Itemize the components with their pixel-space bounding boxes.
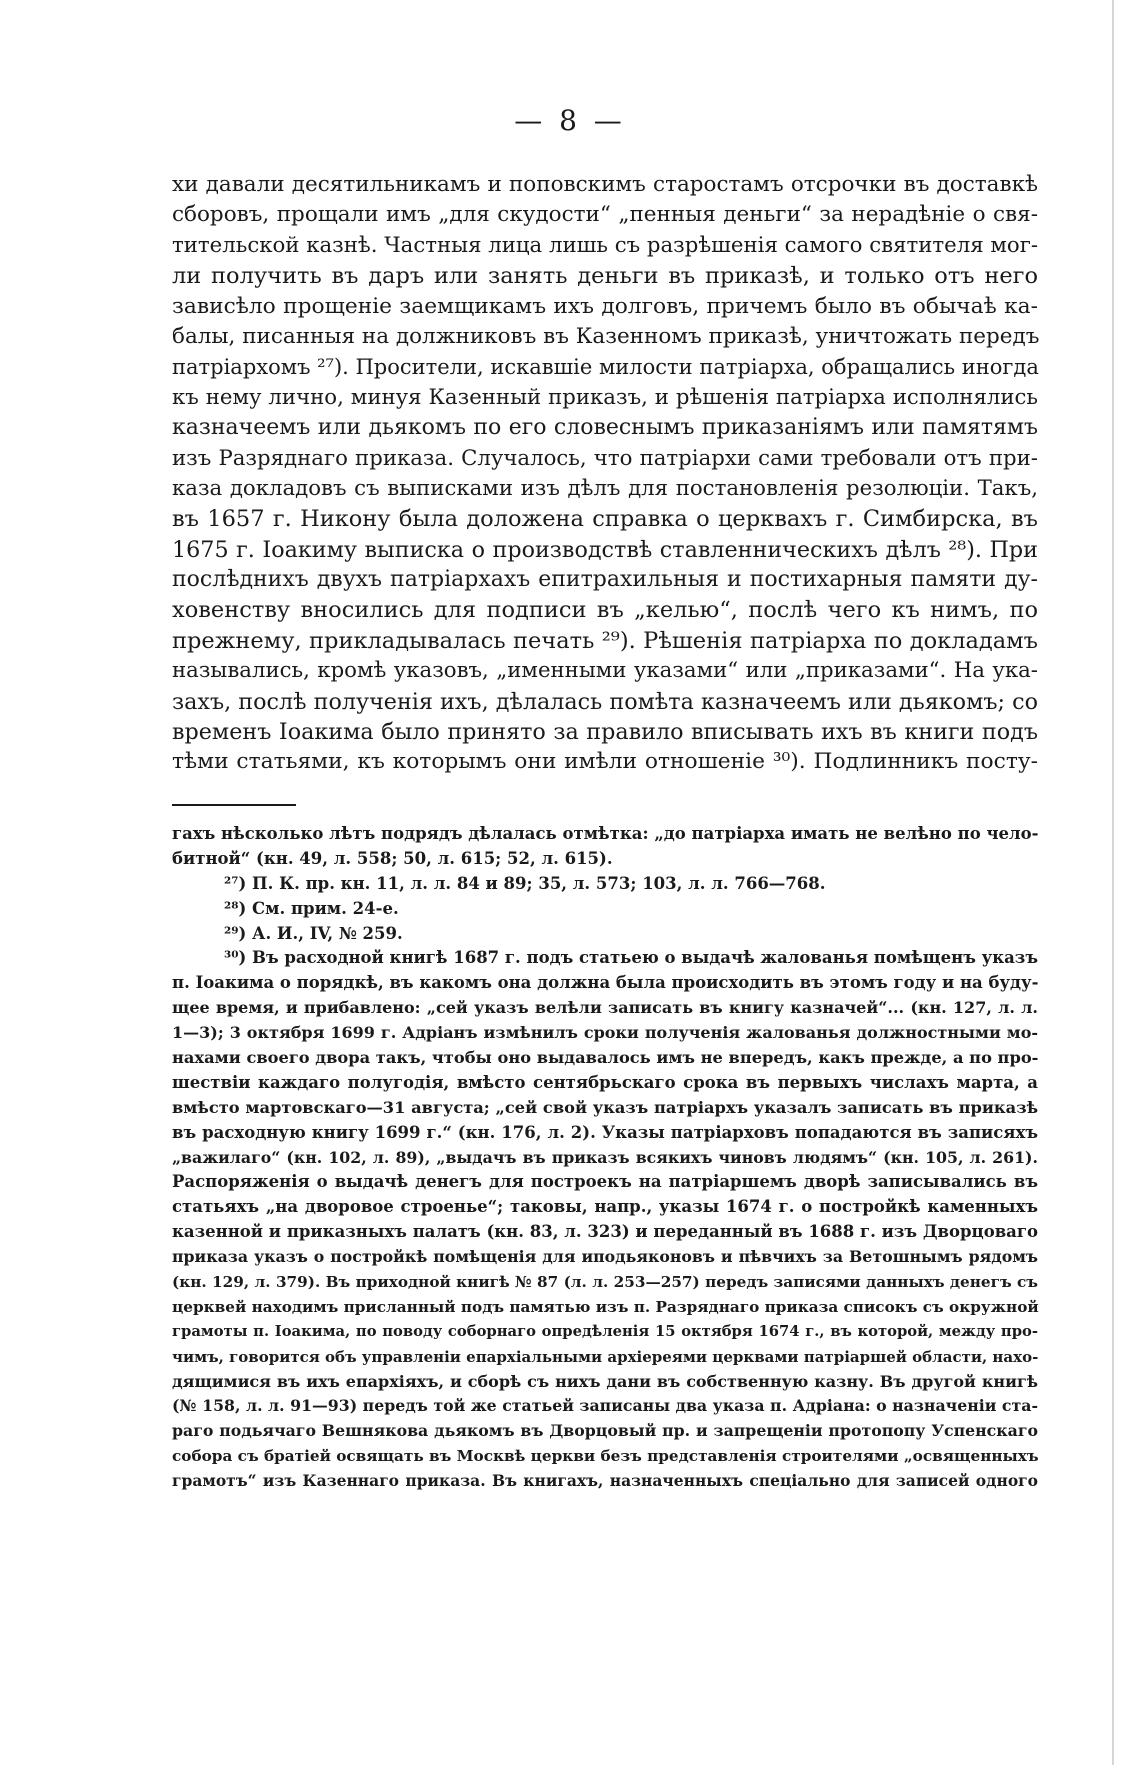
text-line: зависѣло прощеніе заемщикамъ ихъ долговъ, причемъ было въ обычаѣ ка- [172, 293, 1038, 319]
footnote-line: приказа указъ о постройкѣ помѣщенія для иподьяконовъ и пѣвчихъ за Ветошнымъ рядомъ [172, 1247, 1038, 1267]
footnote-line: дящимися въ ихъ епархіяхъ, и сборѣ съ нихъ дани въ собственную казну. Въ другой книгѣ [172, 1371, 1038, 1391]
footnote-30: ³⁰) Въ расходной книгѣ 1687 г. подъ статьею о выдачѣ жалованья помѣщенъ указъ [224, 948, 1038, 968]
footnote-line: въ расходную книгу 1699 г.“ (кн. 176, л. 2). Указы патріарховъ попадаются въ записяхъ [172, 1122, 1038, 1142]
text-line: тѣми статьями, къ которымъ они имѣли отношеніе ³⁰). Подлинникъ посту- [172, 749, 1038, 775]
text-line: хи давали десятильникамъ и поповскимъ старостамъ отсрочки въ доставкѣ [172, 172, 1038, 197]
footnote-divider [172, 804, 296, 806]
footnote-line: нахами своего двора такъ, чтобы оно выдавалось имъ не впередъ, какъ прежде, а по про- [172, 1048, 1039, 1068]
text-line: временъ Іоакима было принято за правило вписывать ихъ въ книги подъ [172, 719, 1038, 746]
footnote-line: статьяхъ „на дворовое строенье“; таковы, напр., указы 1674 г. о постройкѣ каменныхъ [172, 1197, 1038, 1217]
page-number: — 8 — [514, 104, 626, 137]
scan-edge-line [1112, 0, 1114, 1765]
footnote-line: грамотъ“ изъ Казеннаго приказа. Въ книгахъ, назначенныхъ спеціально для записей одного [172, 1471, 1038, 1491]
footnote-line: раго подьячаго Вешнякова дьякомъ въ Дворцовый пр. и запрещеніи протопопу Успенскаго [172, 1421, 1038, 1441]
footnote-line: п. Іоакима о порядкѣ, въ какомъ она должна была происходить въ этомъ году и на буду- [172, 973, 1039, 993]
footnote-line: шествіи каждаго полугодія, вмѣсто сентябрьскаго срока въ первыхъ числахъ марта, а [172, 1072, 1038, 1092]
footnote-line: церквей находимъ присланный подъ памятью изъ п. Разряднаго приказа списокъ съ окружной [172, 1297, 1039, 1316]
text-line: назывались, кромѣ указовъ, „именными указами“ или „приказами“. На ука- [172, 658, 1038, 684]
footnote-line: щее время, и прибавлено: „сей указъ велѣли записать въ книгу казначей“... (кн. 127, л. л. [172, 998, 1038, 1018]
text-line: балы, писанныя на должниковъ въ Казенномъ приказѣ, уничтожать передъ [172, 323, 1040, 349]
footnote-line: гахъ нѣсколько лѣтъ подрядъ дѣлалась отмѣтка: „до патріарха имать не велѣно по чело- [172, 824, 1039, 843]
text-line: сборовъ, прощали имъ „для скудости“ „пенныя деньги“ за нерадѣніе о свя- [172, 202, 1038, 228]
text-line: ховенству вносились для подписи въ „келью“, послѣ чего къ нимъ, по [172, 597, 1038, 624]
text-line: патріархомъ ²⁷). Просители, искавшіе милости патріарха, обращались иногда [172, 355, 1039, 380]
footnote-line: „важилаго“ (кн. 102, л. 89), „выдачъ въ приказъ всякихъ чиновъ людямъ“ (кн. 105, л. 261). [172, 1147, 1038, 1167]
footnote-line: (№ 158, л. л. 91—93) передъ той же статьей записаны два указа п. Адріана: о назначеніи ста- [172, 1396, 1038, 1416]
text-line: послѣднихъ двухъ патріархахъ епитрахильныя и постихарныя памяти ду- [172, 567, 1038, 593]
text-line: къ нему лично, минуя Казенный приказъ, и рѣшенія патріарха исполнялись [172, 384, 1038, 410]
text-line: каза докладовъ съ выписками изъ дѣлъ для постановленія резолюціи. Такъ, [172, 475, 1038, 501]
footnote-line: собора съ братіей освящать въ Москвѣ церкви безъ представленія строителями „освященныхъ [172, 1447, 1039, 1466]
footnote-line: грамоты п. Іоакима, по поводу соборнаго опредѣленія 15 октября 1674 г., въ которой, между про- [172, 1322, 1038, 1340]
footnotes [172, 822, 1038, 1494]
footnote-line: чимъ, говорится объ управленіи епархіальными архіереями церквами патріаршей области, нахо- [172, 1347, 1039, 1366]
footnote-line: казенной и приказныхъ палатъ (кн. 83, л. 323) и переданный въ 1688 г. изъ Дворцоваго [172, 1222, 1038, 1242]
footnote-28: ²⁸) См. прим. 24-е. [224, 898, 399, 918]
footnote-line: Распоряженія о выдачѣ денегъ для построекъ на патріаршемъ дворѣ записывались въ [172, 1172, 1038, 1192]
footnote-29: ²⁹) А. И., IV, № 259. [224, 923, 403, 943]
text-line: въ 1657 г. Никону была доложена справка о церквахъ г. Симбирска, въ [172, 506, 1038, 533]
footnote-line: (кн. 129, л. 379). Въ приходной книгѣ № 87 (л. л. 253—257) передъ записями данныхъ денегъ съ [172, 1273, 1038, 1292]
text-line: прежнему, прикладывалась печать ²⁹). Рѣшенія патріарха по докладамъ [172, 627, 1038, 654]
text-line: ли получить въ даръ или занять деньги въ приказѣ, и только отъ него [172, 263, 1038, 290]
footnote-27: ²⁷) П. К. пр. кн. 11, л. л. 84 и 89; 35, л. 573; 103, л. л. 766—768. [224, 873, 826, 893]
footnote-line: вмѣсто мартовскаго—31 августа; „сей свой указъ патріархъ указалъ записать въ приказѣ [172, 1097, 1038, 1117]
main-text [172, 170, 1038, 778]
footnote-line: 1—3); 3 октября 1699 г. Адріанъ измѣнилъ сроки полученія жалованья должностными мо- [172, 1023, 1038, 1043]
text-line: казначеемъ или дьякомъ по его словеснымъ приказаніямъ или памятямъ [172, 415, 1038, 441]
text-line: 1675 г. Іоакиму выписка о производствѣ ставленническихъ дѣлъ ²⁸). При [172, 536, 1038, 563]
text-line: изъ Разряднаго приказа. Случалось, что патріархи сами требовали отъ при- [172, 445, 1038, 471]
text-line: тительской казнѣ. Частныя лица лишь съ разрѣшенія самого святителя мог- [172, 232, 1039, 258]
text-line: захъ, послѣ полученія ихъ, дѣлалась помѣта казначеемъ или дьякомъ; со [172, 688, 1038, 715]
footnote-line: битной“ (кн. 49, л. 558; 50, л. 615; 52, л. 615). [172, 848, 613, 868]
